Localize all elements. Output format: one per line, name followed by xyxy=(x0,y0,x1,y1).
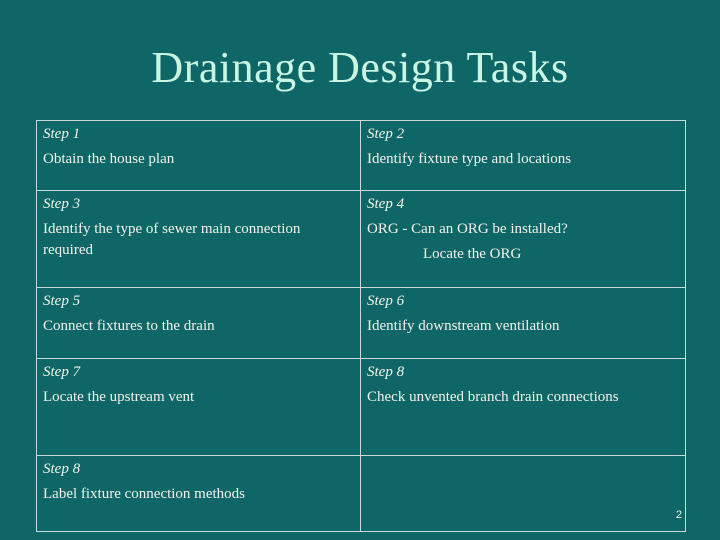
step-description: Locate the upstream vent xyxy=(43,389,195,405)
step-description: Identify downstream ventilation xyxy=(367,318,560,334)
step-description-secondary: Locate the ORG xyxy=(423,246,522,262)
step-description: Label fixture connection methods xyxy=(43,486,246,502)
tasks-table xyxy=(36,120,686,532)
page-number: 2 xyxy=(675,509,682,521)
step-label: Step 4 xyxy=(367,196,405,212)
step-label: Step 2 xyxy=(367,126,405,142)
table-row xyxy=(37,191,686,288)
table-cell xyxy=(37,121,361,191)
table-cell xyxy=(361,191,686,288)
step-description: Check unvented branch drain connections xyxy=(367,389,619,405)
table-cell xyxy=(37,359,361,456)
step-description: Identify the type of sewer main connection required xyxy=(43,221,301,258)
step-label: Step 8 xyxy=(367,364,405,380)
table-cell xyxy=(361,359,686,456)
slide-title: Drainage Design Tasks xyxy=(151,43,569,92)
table-cell xyxy=(361,288,686,359)
table-row xyxy=(37,121,686,191)
table-row xyxy=(37,288,686,359)
step-label: Step 6 xyxy=(367,293,405,309)
table-row xyxy=(37,359,686,456)
table-cell xyxy=(37,191,361,288)
step-label: Step 3 xyxy=(43,196,81,212)
step-description: Obtain the house plan xyxy=(43,151,175,167)
step-label: Step 5 xyxy=(43,293,81,309)
table-cell xyxy=(361,121,686,191)
table-cell xyxy=(37,288,361,359)
step-label: Step 1 xyxy=(43,126,81,142)
step-description: Connect fixtures to the drain xyxy=(43,318,215,334)
table-cell xyxy=(37,456,361,532)
table-cell-empty xyxy=(361,456,686,532)
step-description: Identify fixture type and locations xyxy=(367,151,572,167)
step-description: ORG - Can an ORG be installed? xyxy=(367,221,568,237)
step-label: Step 8 xyxy=(43,461,81,477)
table-row xyxy=(37,456,686,532)
step-label: Step 7 xyxy=(43,364,81,380)
